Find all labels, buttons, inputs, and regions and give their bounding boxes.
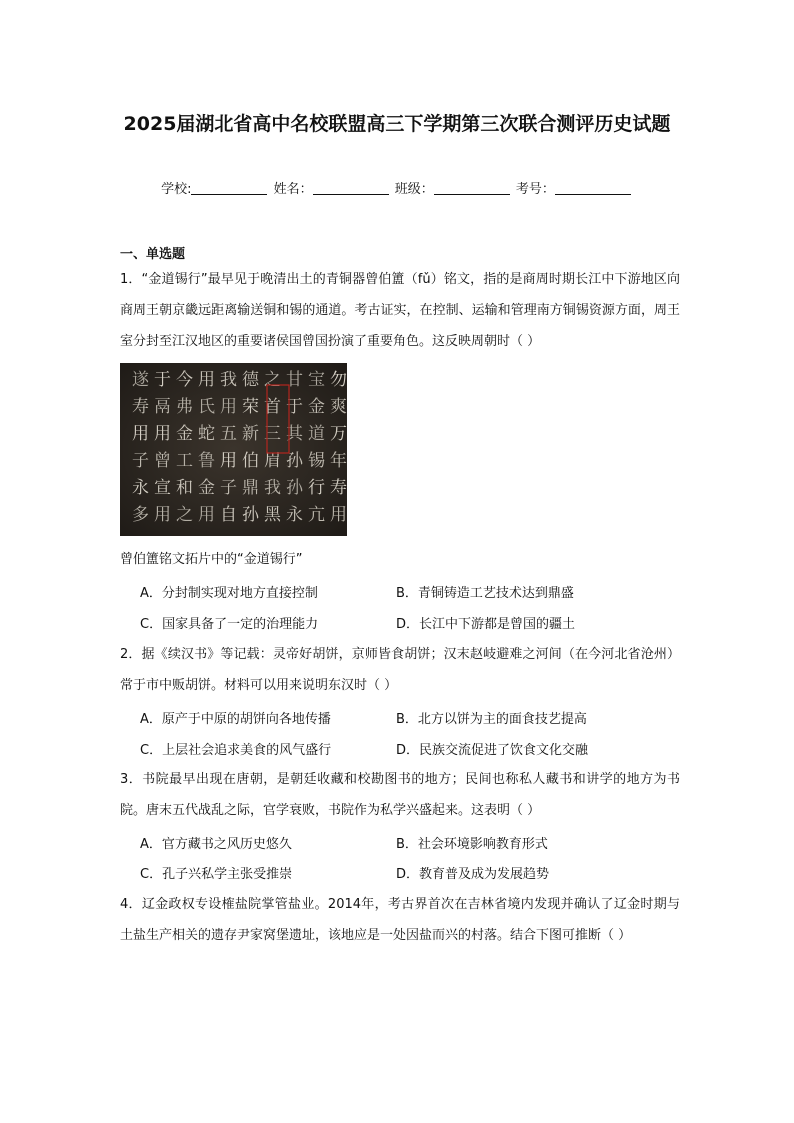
q1-option-b[interactable]: B．青铜铸造工艺技术达到鼎盛: [396, 586, 574, 601]
rubbing-glyph: 多: [132, 505, 149, 525]
rubbing-glyph: 用: [154, 505, 171, 525]
rubbing-glyph: 鬲: [154, 397, 171, 417]
rubbing-glyph: 弗: [176, 397, 193, 417]
q2-option-c[interactable]: C．上层社会追求美食的风气盛行: [140, 743, 332, 758]
rubbing-glyph: 子: [132, 451, 149, 471]
bronze-inscription-rubbing-image: [120, 363, 347, 536]
rubbing-glyph: 伯: [242, 451, 259, 471]
rubbing-glyph: 其: [286, 424, 303, 444]
rubbing-glyph: 蛇: [198, 424, 215, 444]
rubbing-glyph: 荣: [242, 397, 259, 417]
section-heading: 一、单选题: [120, 247, 186, 262]
rubbing-glyph: 于: [286, 397, 303, 417]
rubbing-glyph: 氏: [198, 397, 215, 417]
school-blank[interactable]: [191, 181, 267, 195]
rubbing-glyph: 三: [264, 424, 281, 444]
rubbing-glyph: 黑: [264, 505, 281, 525]
question-2: 2．据《续汉书》等记载：灵帝好胡饼，京师皆食胡饼；汉末赵岐避难之河间（在今河北省沧州）常于市中贩胡饼。材料可以用来说明东汉时（ ）: [120, 647, 680, 693]
rubbing-glyph: 金: [198, 478, 215, 498]
question-3: 3．书院最早出现在唐朝，是朝廷收藏和校勘图书的地方；民间也称私人藏书和讲学的地方为书院。唐末五代战乱之际，官学衰败，书院作为私学兴盛起来。这表明（ ）: [120, 772, 680, 818]
rubbing-glyph: 用: [198, 505, 215, 525]
class-label: 班级：: [394, 182, 434, 197]
rubbing-glyph: 永: [132, 478, 149, 498]
rubbing-glyph: 金: [308, 397, 325, 417]
rubbing-glyph: 行: [308, 478, 325, 498]
q3-option-b[interactable]: B．社会环境影响教育形式: [396, 837, 548, 852]
question-4: 4．辽金政权专设榷盐院掌管盐业。2014年，考古界首次在吉林省境内发现并确认了辽金时期与土盐生产相关的遗存尹家窝堡遗址，该地应是一处因盐而兴的村落。结合下图可推断（ ）: [120, 897, 680, 943]
rubbing-glyph: 于: [154, 370, 171, 390]
rubbing-glyph: 宣: [154, 478, 171, 498]
rubbing-glyph: 我: [264, 478, 281, 498]
q2-option-b[interactable]: B．北方以饼为主的面食技艺提高: [396, 712, 587, 727]
rubbing-glyph: 寿: [132, 397, 149, 417]
rubbing-glyph: 用: [154, 424, 171, 444]
rubbing-glyph: 和: [176, 478, 193, 498]
rubbing-glyph: 之: [264, 370, 281, 390]
rubbing-glyph: 今: [176, 370, 193, 390]
number-label: 考号：: [515, 182, 555, 197]
rubbing-glyph: 金: [176, 424, 193, 444]
school-label: 学校:: [161, 182, 192, 197]
rubbing-glyph: 用: [132, 424, 149, 444]
rubbing-glyph: 孙: [286, 478, 303, 498]
rubbing-glyph: 工: [176, 451, 193, 471]
rubbing-glyph: 自: [220, 505, 237, 525]
q2-option-d[interactable]: D．民族交流促进了饮食文化交融: [396, 743, 589, 758]
rubbing-glyph: 宝: [308, 370, 325, 390]
rubbing-glyph: 遂: [132, 370, 149, 390]
rubbing-glyph: 永: [286, 505, 303, 525]
rubbing-glyph: 用: [330, 505, 347, 525]
figure-caption: 曾伯簠铭文拓片中的“金道锡行”: [120, 552, 303, 567]
rubbing-glyph: 五: [220, 424, 237, 444]
rubbing-glyph: 子: [220, 478, 237, 498]
document-title: 2025届湖北省高中名校联盟高三下学期第三次联合测评历史试题: [123, 113, 671, 135]
q1-option-d[interactable]: D．长江中下游都是曾国的疆土: [396, 617, 576, 632]
rubbing-glyph: 新: [242, 424, 259, 444]
name-blank[interactable]: [313, 181, 389, 195]
rubbing-glyph: 用: [220, 451, 237, 471]
name-label: 姓名：: [273, 182, 313, 197]
rubbing-glyph: 用: [198, 370, 215, 390]
student-info-line: [0, 178, 794, 197]
rubbing-glyph: 孙: [286, 451, 303, 471]
q1-option-a[interactable]: A．分封制实现对地方直接控制: [140, 586, 318, 601]
class-blank[interactable]: [434, 181, 510, 195]
rubbing-glyph: 寿: [330, 478, 347, 498]
q1-option-c[interactable]: C．国家具备了一定的治理能力: [140, 617, 319, 632]
rubbing-glyph: 勿: [330, 370, 347, 390]
q3-option-d[interactable]: D．教育普及成为发展趋势: [396, 867, 550, 882]
rubbing-glyph: 鲁: [198, 451, 215, 471]
rubbing-glyph: 万: [330, 424, 347, 444]
rubbing-svg: [120, 363, 347, 536]
rubbing-glyph: 年: [330, 451, 347, 471]
rubbing-glyph: 首: [264, 397, 281, 417]
number-blank[interactable]: [555, 181, 631, 195]
rubbing-glyph: 之: [176, 505, 193, 525]
rubbing-glyph: 用: [220, 397, 237, 417]
q3-option-a[interactable]: A．官方藏书之风历史悠久: [140, 837, 292, 852]
rubbing-glyph: 孙: [242, 505, 259, 525]
rubbing-glyph: 德: [242, 370, 259, 390]
rubbing-glyph: 锡: [308, 451, 325, 471]
rubbing-glyph: 爽: [330, 397, 347, 417]
q2-option-a[interactable]: A．原产于中原的胡饼向各地传播: [140, 712, 331, 727]
rubbing-glyph: 眉: [264, 451, 281, 471]
rubbing-glyph: 甘: [286, 370, 303, 390]
rubbing-glyph: 鼎: [242, 478, 259, 498]
rubbing-glyph: 曾: [154, 451, 171, 471]
rubbing-glyph: 亢: [308, 505, 325, 525]
rubbing-glyph: 我: [220, 370, 237, 390]
question-1: 1．“金道锡行”最早见于晚清出土的青铜器曾伯簠（fǔ）铭文，指的是商周时期长江中下游地区向商周王朝京畿远距离输送铜和锡的通道。考古证实，在控制、运输和管理南方铜锡资源方面，周王室分封至江汉地区的重要诸侯国曾国扮演了重要角色。这反映周朝时（ ）: [120, 272, 680, 349]
rubbing-glyph: 道: [308, 424, 325, 444]
q3-option-c[interactable]: C．孔子兴私学主张受推崇: [140, 867, 293, 882]
